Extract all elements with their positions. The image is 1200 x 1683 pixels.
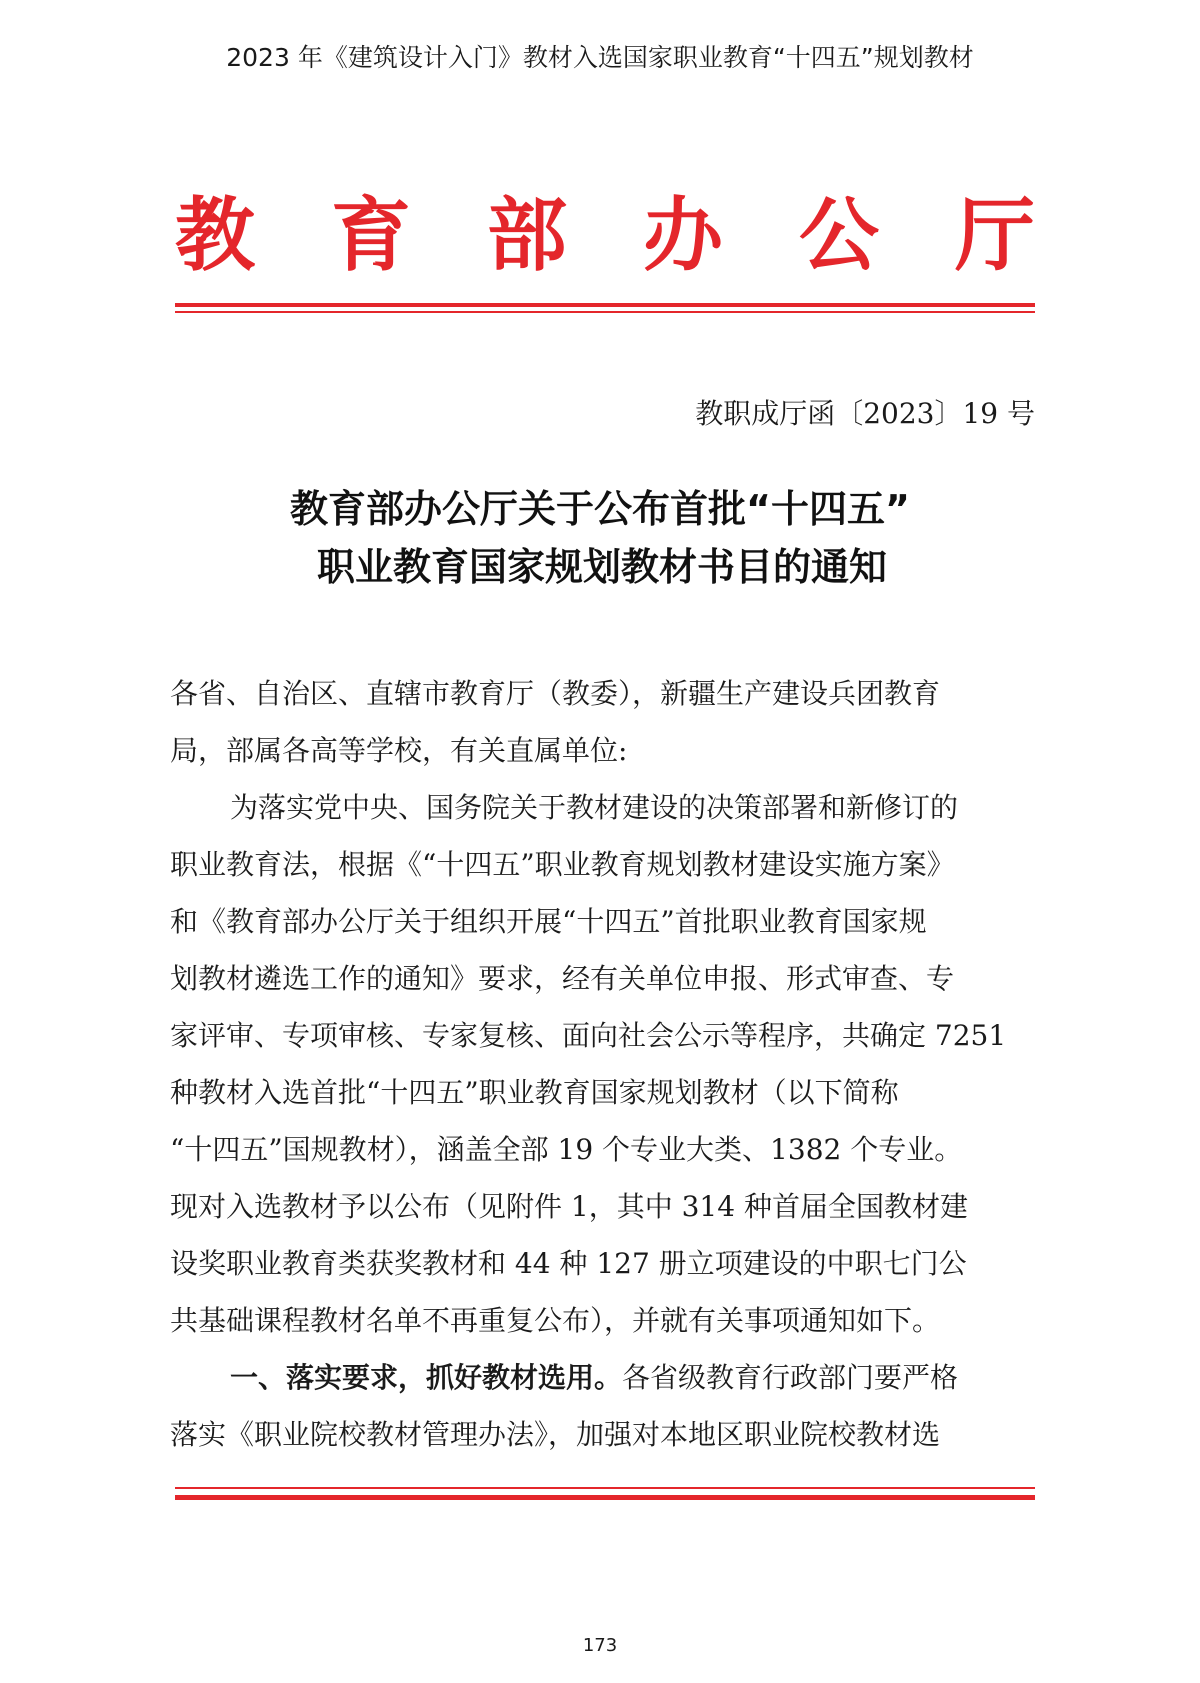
- page-number: 173: [582, 1635, 618, 1656]
- masthead-char: 育: [331, 188, 411, 282]
- section-1-heading: 一、落实要求，抓好教材选用。: [230, 1361, 623, 1394]
- body-line: “十四五”国规教材），涵盖全部 19 个专业大类、1382 个专业。: [170, 1133, 963, 1166]
- body-line: 共基础课程教材名单不再重复公布），并就有关事项通知如下。: [170, 1304, 941, 1337]
- running-header: 2023 年《建筑设计入门》教材入选国家职业教育“十四五”规划教材: [226, 43, 974, 72]
- body-line: 划教材遴选工作的通知》要求，经有关单位申报、形式审查、专: [170, 962, 955, 995]
- body-line: 和《教育部办公厅关于组织开展“十四五”首批职业教育国家规: [170, 905, 927, 938]
- body-line: 种教材入选首批“十四五”职业教育国家规划教材（以下简称: [170, 1076, 899, 1109]
- footer-divider-thin: [175, 1487, 1035, 1489]
- body-line: 落实《职业院校教材管理办法》，加强对本地区职业院校教材选: [170, 1418, 941, 1451]
- masthead-char: 公: [799, 188, 879, 282]
- masthead-char: 厅: [955, 188, 1035, 282]
- body-line: 为落实党中央、国务院关于教材建设的决策部署和新修订的: [230, 791, 959, 824]
- footer-divider-thick: [175, 1495, 1035, 1500]
- body-text: [170, 665, 1040, 1463]
- body-line: 各省、自治区、直辖市教育厅（教委），新疆生产建设兵团教育: [170, 677, 941, 710]
- masthead-char: 部: [487, 188, 567, 282]
- masthead-char: 办: [643, 188, 723, 282]
- body-line: 设奖职业教育类获奖教材和 44 种 127 册立项建设的中职七门公: [170, 1247, 967, 1280]
- section-1-line: [170, 1349, 1040, 1406]
- body-line: 现对入选教材予以公布（见附件 1，其中 314 种首届全国教材建: [170, 1190, 968, 1223]
- masthead-divider-thin: [175, 311, 1035, 313]
- document-number: 教职成厅函〔2023〕19 号: [695, 397, 1035, 430]
- title-line-1: 教育部办公厅关于公布首批“十四五”: [290, 487, 910, 531]
- body-line: 局，部属各高等学校，有关直属单位:: [170, 734, 628, 767]
- body-line: 职业教育法，根据《“十四五”职业教育规划教材建设实施方案》: [170, 848, 955, 881]
- masthead-char: 教: [175, 188, 255, 282]
- masthead-title: [175, 190, 1035, 280]
- body-line: 家评审、专项审核、专家复核、面向社会公示等程序，共确定 7251: [170, 1019, 1007, 1052]
- masthead-divider-thick: [175, 303, 1035, 307]
- section-1-text: 各省级教育行政部门要严格: [622, 1361, 959, 1394]
- document-title: [0, 480, 1200, 596]
- title-line-2: 职业教育国家规划教材书目的通知: [316, 545, 887, 589]
